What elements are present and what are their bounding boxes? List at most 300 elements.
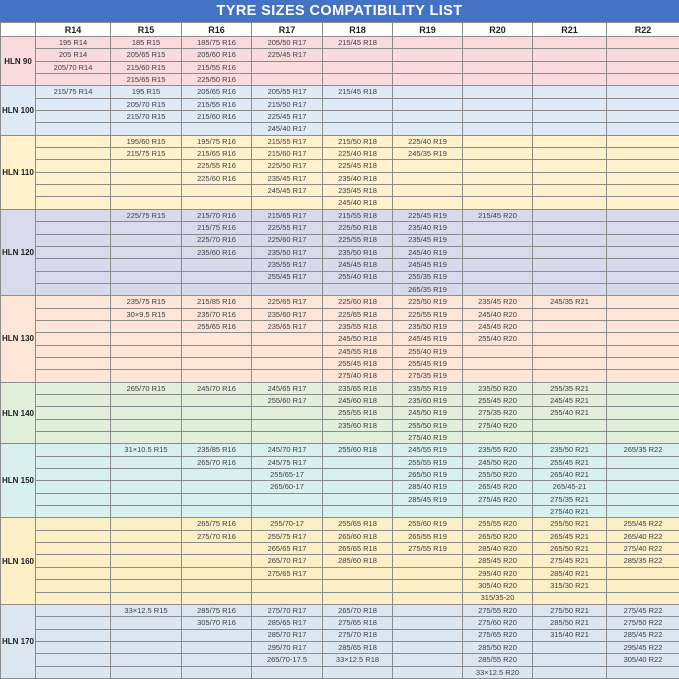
tyre-size-cell: 225/55 R18 [323, 234, 393, 246]
tyre-size-cell [533, 160, 607, 172]
tyre-size-cell [36, 604, 111, 616]
tyre-size-cell [36, 197, 111, 209]
tyre-size-cell: 285/40 R20 [463, 543, 533, 555]
tyre-size-cell [182, 345, 252, 357]
tyre-size-cell: 265/45 R20 [463, 481, 533, 493]
tyre-size-cell [111, 419, 182, 431]
tyre-size-cell: 255/45 R19 [393, 357, 463, 369]
table-row [1, 629, 679, 641]
tyre-size-cell: 235/60 R17 [252, 308, 323, 320]
tyre-size-cell [323, 592, 393, 604]
tyre-size-cell [607, 49, 679, 61]
tyre-size-cell [393, 86, 463, 98]
tyre-size-cell [111, 172, 182, 184]
tyre-size-cell: 255/65 R16 [182, 320, 252, 332]
tyre-size-cell [252, 506, 323, 518]
tyre-size-cell: 255/35 R21 [533, 382, 607, 394]
tyre-size-cell [533, 172, 607, 184]
tyre-size-cell [533, 271, 607, 283]
tyre-size-cell: 275/70 R17 [252, 604, 323, 616]
tyre-size-cell [463, 160, 533, 172]
table-row [1, 148, 679, 160]
tyre-size-cell: 275/50 R22 [607, 617, 679, 629]
tyre-size-cell: 225/50 R19 [393, 296, 463, 308]
tyre-size-cell [111, 222, 182, 234]
tyre-size-cell [252, 432, 323, 444]
tyre-size-cell [607, 86, 679, 98]
tyre-size-cell [463, 234, 533, 246]
tyre-size-cell: 295/45 R22 [607, 641, 679, 653]
table-row [1, 592, 679, 604]
tyre-size-cell: 235/65 R17 [252, 320, 323, 332]
tyre-size-cell: 235/45 R19 [393, 234, 463, 246]
tyre-size-cell [607, 407, 679, 419]
tyre-size-cell [182, 333, 252, 345]
tyre-size-cell [36, 246, 111, 258]
tyre-size-cell: 265/75 R16 [182, 518, 252, 530]
column-header-r20: R20 [463, 23, 533, 37]
table-row [1, 320, 679, 332]
tyre-size-cell: 275/50 R21 [533, 604, 607, 616]
tyre-size-cell: 205/65 R15 [111, 49, 182, 61]
tyre-size-cell: 265/60 R18 [323, 530, 393, 542]
table-row [1, 86, 679, 98]
table-row [1, 456, 679, 468]
tyre-size-cell [393, 617, 463, 629]
table-row [1, 135, 679, 147]
tyre-size-cell [393, 123, 463, 135]
tyre-size-cell [393, 37, 463, 49]
tyre-size-cell [111, 654, 182, 666]
tyre-size-cell: 225/55 R19 [393, 308, 463, 320]
tyre-size-cell: 205/70 R14 [36, 61, 111, 73]
tyre-size-cell: 265/45 R21 [533, 530, 607, 542]
tyre-size-cell: 215/55 R18 [323, 209, 393, 221]
tyre-size-cell: 205/55 R17 [252, 86, 323, 98]
tyre-size-cell [607, 185, 679, 197]
group-label-hln-130: HLN 130 [1, 296, 36, 382]
tyre-size-cell [323, 469, 393, 481]
tyre-size-cell: 295/40 R20 [463, 567, 533, 579]
table-row [1, 555, 679, 567]
tyre-size-cell: 245/65 R17 [252, 382, 323, 394]
tyre-size-cell [393, 629, 463, 641]
tyre-size-cell: 285/45 R20 [463, 555, 533, 567]
table-row [1, 283, 679, 295]
tyre-size-cell [323, 493, 393, 505]
tyre-size-cell: 225/40 R19 [393, 135, 463, 147]
column-header-r15: R15 [111, 23, 182, 37]
tyre-size-cell: 255/45 R22 [607, 518, 679, 530]
tyre-size-cell: 195/75 R16 [182, 135, 252, 147]
tyre-size-cell [252, 333, 323, 345]
tyre-size-cell: 275/60 R20 [463, 617, 533, 629]
tyre-size-cell [463, 74, 533, 86]
tyre-size-cell: 215/45 R18 [323, 37, 393, 49]
tyre-size-cell: 245/45 R21 [533, 395, 607, 407]
tyre-size-cell [111, 493, 182, 505]
tyre-size-cell [393, 111, 463, 123]
tyre-size-cell [252, 357, 323, 369]
table-row [1, 481, 679, 493]
page-title: TYRE SIZES COMPATIBILITY LIST [0, 0, 679, 22]
tyre-size-cell [533, 432, 607, 444]
tyre-size-cell [393, 654, 463, 666]
tyre-size-cell [323, 123, 393, 135]
tyre-size-cell [182, 666, 252, 678]
tyre-size-cell [111, 555, 182, 567]
tyre-size-cell: 255/55 R18 [323, 407, 393, 419]
tyre-size-cell: 265/40 R21 [533, 469, 607, 481]
tyre-size-cell: 275/65 R20 [463, 629, 533, 641]
tyre-size-cell [393, 555, 463, 567]
tyre-size-cell: 285/35 R22 [607, 555, 679, 567]
tyre-size-cell: 225/45 R18 [323, 160, 393, 172]
table-row [1, 543, 679, 555]
tyre-size-cell: 215/55 R17 [252, 135, 323, 147]
tyre-size-cell [111, 629, 182, 641]
tyre-size-cell [252, 592, 323, 604]
column-header-r14: R14 [36, 23, 111, 37]
tyre-size-cell [252, 197, 323, 209]
tyre-size-cell [111, 617, 182, 629]
table-row [1, 666, 679, 678]
tyre-size-cell: 225/45 R17 [252, 111, 323, 123]
tyre-size-cell [463, 86, 533, 98]
tyre-size-cell: 235/40 R19 [393, 222, 463, 234]
tyre-size-cell: 33×12.5 R20 [463, 666, 533, 678]
tyre-size-cell [533, 370, 607, 382]
tyre-size-cell: 275/35 R19 [393, 370, 463, 382]
tyre-size-cell: 285/45 R19 [393, 493, 463, 505]
tyre-size-cell [607, 135, 679, 147]
tyre-size-cell [36, 469, 111, 481]
table-row [1, 123, 679, 135]
table-row [1, 197, 679, 209]
tyre-size-cell [393, 666, 463, 678]
tyre-size-cell: 245/40 R17 [252, 123, 323, 135]
column-header-r16: R16 [182, 23, 252, 37]
tyre-size-cell [393, 185, 463, 197]
tyre-size-cell [607, 160, 679, 172]
tyre-size-cell: 235/85 R16 [182, 444, 252, 456]
tyre-size-cell [36, 259, 111, 271]
tyre-size-cell: 235/55 R19 [393, 382, 463, 394]
table-row [1, 61, 679, 73]
tyre-size-cell [111, 580, 182, 592]
tyre-size-cell [607, 357, 679, 369]
tyre-size-cell: 225/60 R18 [323, 296, 393, 308]
tyre-size-cell [607, 382, 679, 394]
tyre-size-cell [182, 654, 252, 666]
tyre-size-cell: 305/40 R20 [463, 580, 533, 592]
corner-cell [1, 23, 36, 37]
group-hln-130 [1, 296, 679, 382]
tyre-size-cell [393, 49, 463, 61]
table-row [1, 246, 679, 258]
tyre-size-cell [463, 185, 533, 197]
tyre-size-cell: 265/70-17.5 [252, 654, 323, 666]
tyre-size-cell: 235/40 R18 [323, 172, 393, 184]
table-row [1, 580, 679, 592]
tyre-size-cell [182, 481, 252, 493]
tyre-size-cell: 265/60-17 [252, 481, 323, 493]
tyre-size-cell [36, 357, 111, 369]
tyre-size-cell: 265/40 R22 [607, 530, 679, 542]
tyre-size-cell: 195/60 R15 [111, 135, 182, 147]
table-row [1, 345, 679, 357]
tyre-size-cell [111, 592, 182, 604]
column-header-r21: R21 [533, 23, 607, 37]
tyre-size-cell: 255/50 R19 [393, 419, 463, 431]
column-header-r17: R17 [252, 23, 323, 37]
table-row [1, 469, 679, 481]
tyre-size-cell [111, 518, 182, 530]
table-header-row [1, 23, 679, 37]
tyre-size-cell: 315/40 R21 [533, 629, 607, 641]
tyre-size-cell [463, 172, 533, 184]
tyre-size-cell [393, 567, 463, 579]
tyre-size-cell [533, 74, 607, 86]
tyre-size-cell: 215/45 R18 [323, 86, 393, 98]
tyre-size-cell: 285/60 R18 [323, 555, 393, 567]
group-label-hln-150: HLN 150 [1, 444, 36, 518]
tyre-size-cell [36, 444, 111, 456]
tyre-size-cell: 235/50 R17 [252, 246, 323, 258]
tyre-size-cell: 195 R14 [36, 37, 111, 49]
tyre-size-cell [533, 357, 607, 369]
table-row [1, 296, 679, 308]
tyre-size-cell: 225/50 R16 [182, 74, 252, 86]
tyre-size-cell: 245/55 R18 [323, 345, 393, 357]
tyre-size-cell [323, 481, 393, 493]
tyre-size-cell [111, 530, 182, 542]
table-row [1, 419, 679, 431]
tyre-size-cell [182, 493, 252, 505]
tyre-size-cell [607, 345, 679, 357]
tyre-size-cell [182, 123, 252, 135]
tyre-size-cell: 215/65 R17 [252, 209, 323, 221]
tyre-size-cell [36, 209, 111, 221]
tyre-size-cell: 245/70 R16 [182, 382, 252, 394]
tyre-size-cell: 205/65 R16 [182, 86, 252, 98]
tyre-size-cell [607, 209, 679, 221]
group-hln-100 [1, 86, 679, 135]
table-row [1, 222, 679, 234]
tyre-size-cell [252, 419, 323, 431]
tyre-size-cell: 265/55 R19 [393, 530, 463, 542]
tyre-size-cell [393, 197, 463, 209]
tyre-size-cell [607, 592, 679, 604]
tyre-size-cell [111, 469, 182, 481]
table-row [1, 333, 679, 345]
tyre-size-cell [607, 370, 679, 382]
tyre-size-cell [607, 61, 679, 73]
tyre-size-cell [533, 259, 607, 271]
tyre-size-cell [607, 271, 679, 283]
table-row [1, 604, 679, 616]
tyre-size-cell [533, 654, 607, 666]
tyre-size-cell: 185 R15 [111, 37, 182, 49]
tyre-size-cell [533, 419, 607, 431]
tyre-size-cell [182, 506, 252, 518]
tyre-size-cell: 235/45 R18 [323, 185, 393, 197]
tyre-size-cell: 235/55 R17 [252, 259, 323, 271]
table-row [1, 567, 679, 579]
table-row [1, 395, 679, 407]
table-row [1, 160, 679, 172]
table-row [1, 74, 679, 86]
table-row [1, 185, 679, 197]
tyre-size-cell: 245/45 R17 [252, 185, 323, 197]
tyre-size-cell [463, 283, 533, 295]
tyre-size-cell [36, 506, 111, 518]
tyre-size-cell: 215/65 R15 [111, 74, 182, 86]
table-row [1, 271, 679, 283]
tyre-size-cell [463, 123, 533, 135]
tyre-size-cell [463, 49, 533, 61]
tyre-size-cell [182, 197, 252, 209]
tyre-size-cell: 255/60 R17 [252, 395, 323, 407]
tyre-size-cell: 235/50 R19 [393, 320, 463, 332]
tyre-size-cell [607, 172, 679, 184]
tyre-size-cell: 235/50 R20 [463, 382, 533, 394]
tyre-size-cell [607, 37, 679, 49]
tyre-size-cell [111, 234, 182, 246]
table-row [1, 357, 679, 369]
tyre-size-cell [533, 592, 607, 604]
tyre-size-cell [111, 271, 182, 283]
tyre-size-cell: 215/70 R16 [182, 209, 252, 221]
group-hln-170 [1, 604, 679, 678]
tyre-size-cell: 225/70 R16 [182, 234, 252, 246]
tyre-size-cell: 255/50 R20 [463, 469, 533, 481]
tyre-size-cell: 285/65 R18 [323, 641, 393, 653]
tyre-size-cell: 215/60 R17 [252, 148, 323, 160]
column-header-r22: R22 [607, 23, 679, 37]
tyre-size-cell: 215/60 R15 [111, 61, 182, 73]
group-hln-120 [1, 209, 679, 295]
tyre-size-cell [36, 345, 111, 357]
tyre-size-cell: 295/70 R17 [252, 641, 323, 653]
tyre-size-cell [182, 592, 252, 604]
tyre-size-cell [533, 197, 607, 209]
tyre-size-cell: 245/45 R19 [393, 333, 463, 345]
tyre-size-cell [607, 123, 679, 135]
tyre-size-cell: 225/55 R16 [182, 160, 252, 172]
table-row [1, 432, 679, 444]
tyre-size-cell: 315/35-20 [463, 592, 533, 604]
tyre-size-cell: 225/60 R16 [182, 172, 252, 184]
tyre-size-cell: 255/45 R18 [323, 357, 393, 369]
tyre-size-cell [36, 407, 111, 419]
tyre-size-cell: 285/55 R20 [463, 654, 533, 666]
table-row [1, 407, 679, 419]
tyre-size-cell [463, 61, 533, 73]
tyre-size-cell [36, 98, 111, 110]
tyre-size-cell [111, 456, 182, 468]
column-header-r19: R19 [393, 23, 463, 37]
tyre-size-cell [533, 185, 607, 197]
tyre-size-cell [607, 506, 679, 518]
table-row [1, 172, 679, 184]
tyre-size-cell: 265/50 R21 [533, 543, 607, 555]
tyre-size-cell [111, 185, 182, 197]
tyre-size-cell [111, 395, 182, 407]
tyre-size-cell [252, 407, 323, 419]
tyre-size-cell: 265/35 R19 [393, 283, 463, 295]
tyre-size-cell [36, 543, 111, 555]
tyre-size-cell [111, 333, 182, 345]
tyre-size-cell [607, 197, 679, 209]
group-hln-90 [1, 37, 679, 86]
tyre-size-cell [323, 567, 393, 579]
tyre-size-cell [607, 456, 679, 468]
tyre-size-cell: 185/75 R16 [182, 37, 252, 49]
tyre-size-cell [323, 283, 393, 295]
tyre-size-cell [533, 234, 607, 246]
tyre-size-cell: 245/70 R17 [252, 444, 323, 456]
tyre-size-cell [533, 61, 607, 73]
tyre-size-cell: 235/60 R16 [182, 246, 252, 258]
tyre-size-cell: 255/40 R19 [393, 345, 463, 357]
table-row [1, 444, 679, 456]
tyre-size-cell: 225/65 R18 [323, 308, 393, 320]
table-row [1, 654, 679, 666]
tyre-size-cell: 205/60 R16 [182, 49, 252, 61]
tyre-size-cell [393, 160, 463, 172]
tyre-size-cell [533, 320, 607, 332]
group-label-hln-90: HLN 90 [1, 37, 36, 86]
table-row [1, 234, 679, 246]
tyre-size-cell: 275/40 R20 [463, 419, 533, 431]
tyre-size-cell: 215/75 R15 [111, 148, 182, 160]
tyre-size-cell [182, 629, 252, 641]
tyre-size-cell [463, 37, 533, 49]
tyre-size-cell: 255/45 R17 [252, 271, 323, 283]
tyre-size-cell: 305/70 R16 [182, 617, 252, 629]
tyre-size-cell [533, 98, 607, 110]
tyre-size-cell: 215/70 R15 [111, 111, 182, 123]
tyre-size-cell [607, 320, 679, 332]
tyre-size-cell: 265/70 R15 [111, 382, 182, 394]
tyre-size-cell [182, 395, 252, 407]
tyre-size-cell [607, 222, 679, 234]
tyre-size-cell: 215/50 R18 [323, 135, 393, 147]
tyre-size-cell [36, 234, 111, 246]
tyre-size-cell: 275/55 R20 [463, 604, 533, 616]
tyre-size-cell: 205/70 R15 [111, 98, 182, 110]
tyre-size-cell [533, 49, 607, 61]
tyre-size-cell [533, 345, 607, 357]
tyre-size-cell [252, 580, 323, 592]
tyre-size-cell [111, 432, 182, 444]
tyre-size-cell: 225/45 R19 [393, 209, 463, 221]
tyre-size-cell: 245/50 R18 [323, 333, 393, 345]
tyre-size-cell: 245/35 R21 [533, 296, 607, 308]
group-label-hln-140: HLN 140 [1, 382, 36, 444]
tyre-size-cell [36, 111, 111, 123]
tyre-size-cell [111, 246, 182, 258]
tyre-size-cell: 235/45 R17 [252, 172, 323, 184]
tyre-size-cell: 275/70 R16 [182, 530, 252, 542]
tyre-size-cell [36, 160, 111, 172]
table-row [1, 308, 679, 320]
tyre-size-cell: 275/40 R19 [393, 432, 463, 444]
tyre-size-cell: 245/60 R18 [323, 395, 393, 407]
tyre-size-cell [36, 148, 111, 160]
group-label-hln-160: HLN 160 [1, 518, 36, 604]
